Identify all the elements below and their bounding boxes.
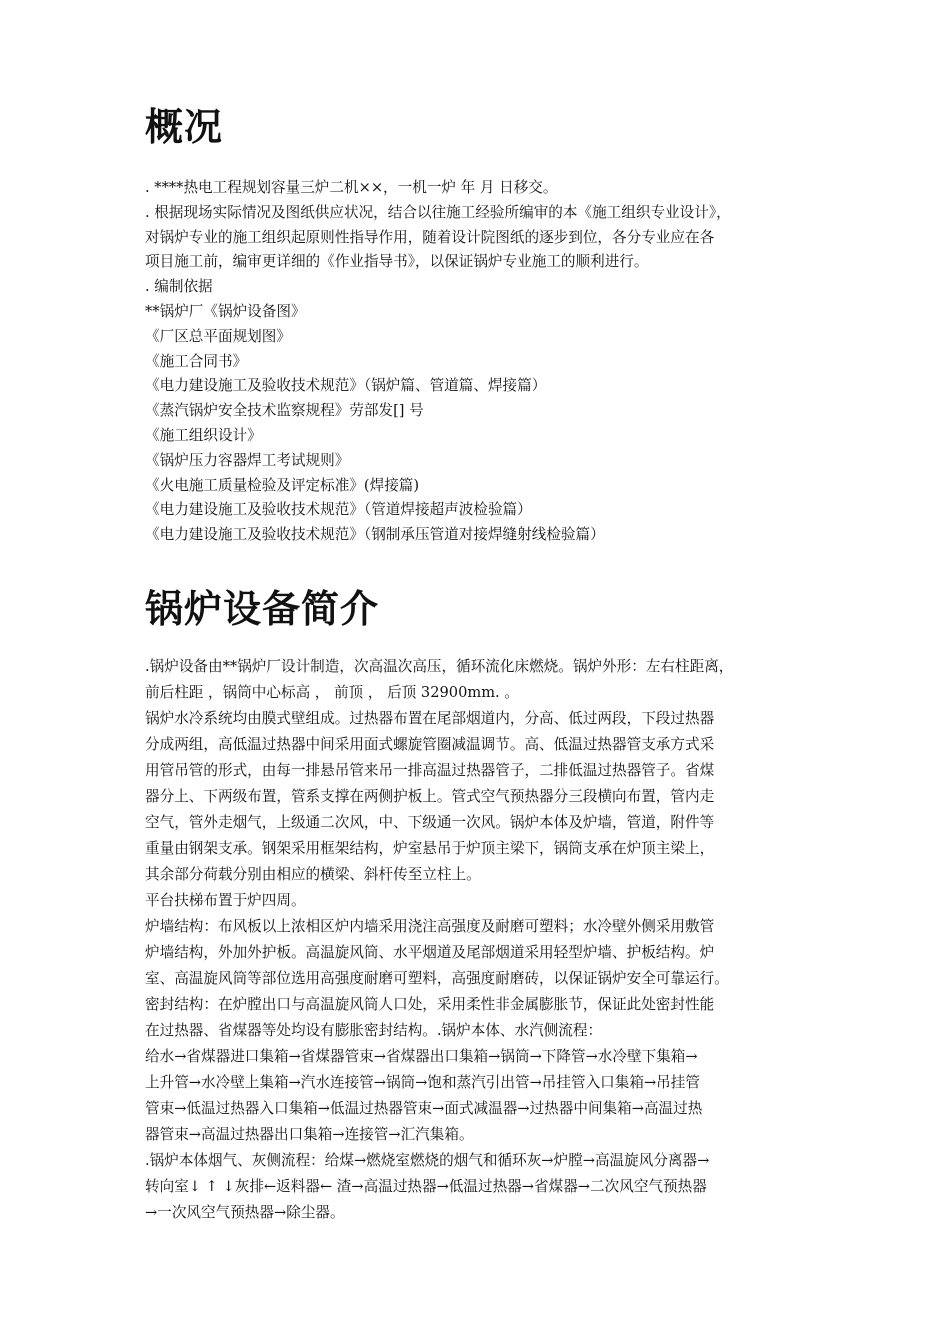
overview-line: 对锅炉专业的施工组织起原则性指导作用，随着设计院图纸的逐步到位，各分专业应在各 [145, 228, 715, 246]
body-line: 重量由钢架支承。钢架采用框架结构，炉室悬吊于炉顶主梁下，锅筒支承在炉顶主梁上， [145, 839, 715, 857]
document-page [145, 100, 825, 1226]
reference-item: 《厂区总平面规划图》 [145, 327, 291, 345]
body-line: 室、高温旋风筒等部位选用高强度耐磨可塑料，高强度耐磨砖，以保证锅炉安全可靠运行。 [145, 969, 729, 987]
body-line: .锅炉设备由**锅炉厂设计制造，次高温次高压，循环流化床燃烧。锅炉外形：左右柱距离， [145, 657, 734, 675]
body-line: 空气，管外走烟气，上级通二次风，中、下级通一次风。锅炉本体及炉墙，管道，附件等 [145, 813, 715, 831]
body-line: 器分上、下两级布置，管系支撑在两侧护板上。管式空气预热器分三段横向布置，管内走 [145, 787, 715, 805]
reference-item: 《施工组织设计》 [145, 426, 262, 444]
boiler-intro-body [145, 654, 825, 1226]
reference-item: 《电力建设施工及验收技术规范》（钢制承压管道对接焊缝射线检验篇） [145, 526, 605, 544]
body-line: 密封结构：在炉膛出口与高温旋风筒人口处，采用柔性非金属膨胀节，保证此处密封性能 [145, 995, 715, 1013]
reference-item: 《电力建设施工及验收技术规范》（锅炉篇、管道篇、焊接篇） [145, 377, 547, 395]
overview-line: 项目施工前，编审更详细的《作业指导书》，以保证锅炉专业施工的顺利进行。 [145, 253, 649, 271]
overview-body [145, 176, 825, 548]
overview-line: . ****热电工程规划容量三炉二机××，一机一炉 年 月 日移交。 [145, 179, 558, 196]
water-flow-line: 上升管→水冷壁上集箱→汽水连接管→锅筒→饱和蒸汽引出管→吊挂管入口集箱→吊挂管 [145, 1073, 700, 1091]
body-line: 炉墙结构，外加外护板。高温旋风筒、水平烟道及尾部烟道采用轻型炉墙、护板结构。炉 [145, 943, 715, 961]
reference-item: 《电力建设施工及验收技术规范》（管道焊接超声波检验篇） [145, 501, 532, 519]
flue-gas-flow-line: →一次风空气预热器→除尘器。 [145, 1203, 345, 1221]
body-line: 用管吊管的形式，由每一排悬吊管来吊一排高温过热器管子，二排低温过热器管子。省煤 [145, 761, 715, 779]
reference-item: 《蒸汽锅炉安全技术监察规程》劳部发[] 号 [145, 402, 424, 420]
flue-gas-flow-line: 转向室↓ ↑ ↓灰排←返料器← 渣→高温过热器→低温过热器→省煤器→二次风空气预热器 [145, 1177, 707, 1195]
body-line: 前后柱距 ，锅筒中心标高 ， 前顶 ， 后顶 32900mm. 。 [145, 683, 519, 701]
body-line: 分成两组，高低温过热器中间采用面式螺旋管圈减温调节。高、低温过热器管支承方式采 [145, 735, 715, 753]
water-flow-line: 给水→省煤器进口集箱→省煤器管束→省煤器出口集箱→锅筒→下降管→水冷壁下集箱→ [145, 1047, 698, 1065]
reference-item: 《施工合同书》 [145, 352, 248, 370]
reference-item: 《锅炉压力容器焊工考试规则》 [145, 451, 350, 469]
body-line: 平台扶梯布置于炉四周。 [145, 891, 306, 909]
reference-item: 《火电施工质量检验及评定标准》(焊接篇) [145, 476, 420, 494]
body-line: 其余部分荷载分别由相应的横梁、斜杆传至立柱上。 [145, 865, 481, 883]
body-line: 炉墙结构：布风板以上浓相区炉内墙采用浇注高强度及耐磨可塑料；水冷壁外侧采用敷管 [145, 917, 715, 935]
reference-item: **锅炉厂《锅炉设备图》 [145, 302, 306, 320]
overview-line: . 根据现场实际情况及图纸供应状况，结合以往施工经验所编审的本《施工组织专业设计》， [145, 203, 731, 221]
flue-gas-flow-line: .锅炉本体烟气、灰侧流程：给煤→燃烧室燃烧的烟气和循环灰→炉膛→高温旋风分离器→ [145, 1151, 710, 1169]
water-flow-line: 管束→低温过热器入口集箱→低温过热器管束→面式减温器→过热器中间集箱→高温过热 [145, 1099, 703, 1117]
body-line: 在过热器、省煤器等处均设有膨胀密封结构。.锅炉本体、水汽侧流程： [145, 1021, 603, 1039]
overview-line: . 编制依据 [145, 278, 213, 296]
water-flow-line: 器管束→高温过热器出口集箱→连接管→汇汽集箱。 [145, 1125, 474, 1143]
body-line: 锅炉水冷系统均由膜式壁组成。过热器布置在尾部烟道内，分高、低过两段，下段过热器 [145, 709, 715, 727]
section-title-overview: 概况 [145, 104, 224, 149]
section-title-boiler-intro: 锅炉设备简介 [145, 585, 380, 631]
